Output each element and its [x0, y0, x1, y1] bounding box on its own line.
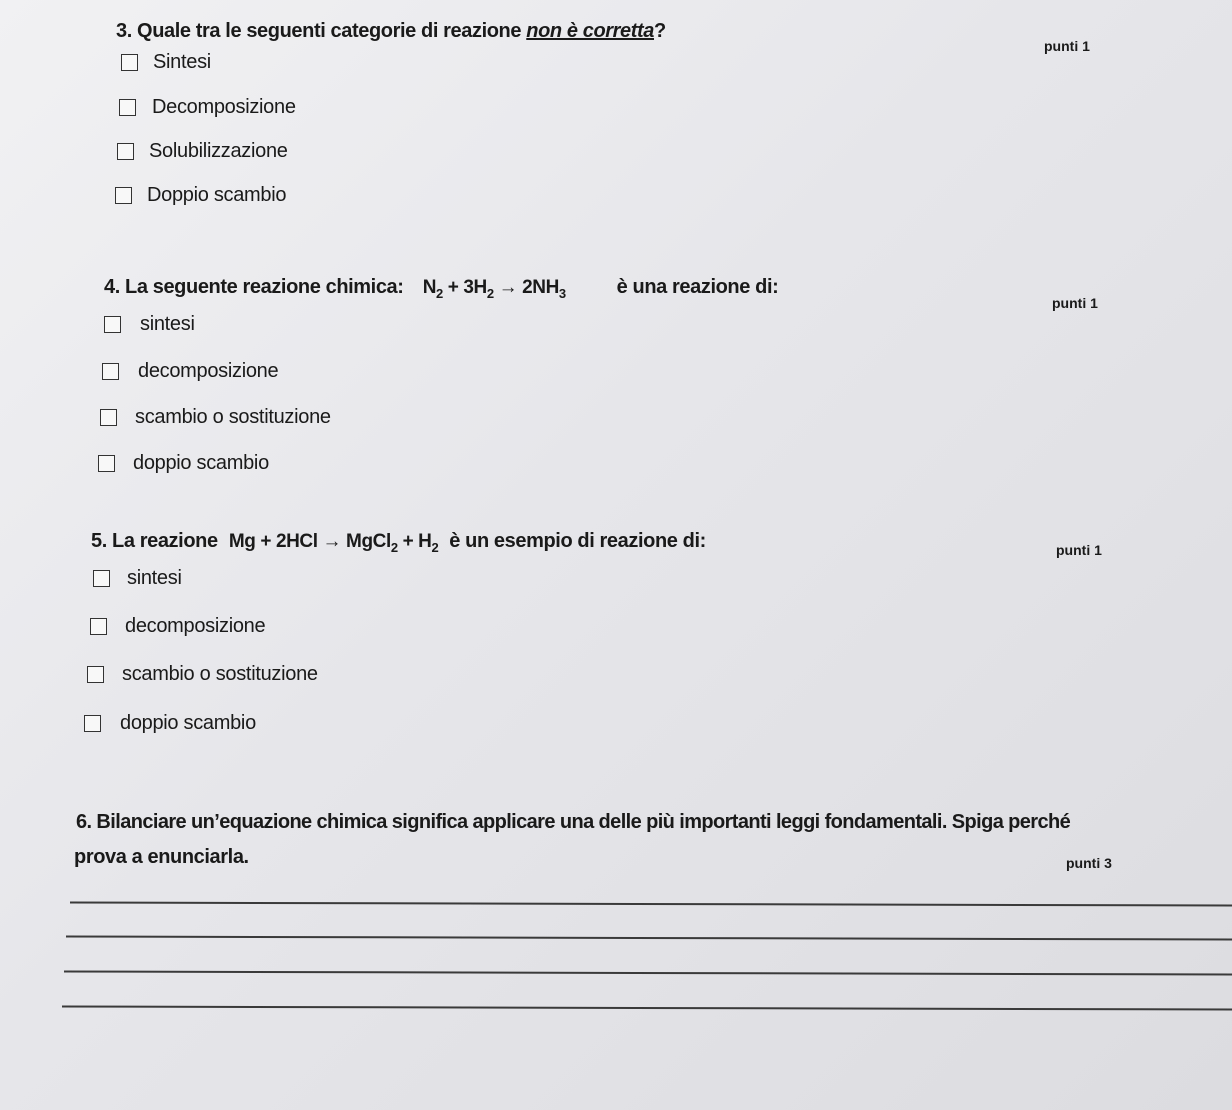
question-4-text	[104, 276, 778, 301]
question-3-points: punti 1	[1044, 38, 1090, 54]
question-6-line-1: 6. Bilanciare un’equazione chimica significa applicare una delle più importanti leggi fondamentali. Spiga perché	[76, 811, 1071, 833]
question-3-emphasis: non è corretta	[526, 20, 655, 42]
q4-option-3-label: scambio o sostituzione	[135, 406, 331, 428]
q5-option-4-checkbox[interactable]	[84, 715, 101, 732]
question-5-points: punti 1	[1056, 542, 1102, 558]
question-5-tail: è un esempio di reazione di:	[449, 530, 706, 552]
q4-option-4-label: doppio scambio	[133, 452, 269, 474]
q3-option-4-label: Doppio scambio	[147, 184, 287, 206]
question-6-line-2: prova a enunciarla.	[74, 846, 249, 868]
q5-option-3-checkbox[interactable]	[87, 666, 104, 683]
q3-option-3-label: Solubilizzazione	[149, 140, 288, 162]
q4-option-2-label: decomposizione	[138, 360, 279, 382]
question-4-lead: 4. La seguente reazione chimica:	[104, 276, 404, 298]
q5-option-4-label: doppio scambio	[120, 712, 256, 734]
question-4-points: punti 1	[1052, 295, 1098, 311]
question-5-lead: 5. La reazione	[91, 530, 218, 552]
question-4-formula: $N_2 + 3H_2 \to 2NH_3$	[422, 277, 566, 301]
question-6-points: punti 3	[1066, 855, 1112, 871]
question-5-formula: Mg + 2HCl → MgCl$_2$ + $H_2$	[228, 531, 439, 555]
question-3-lead: 3. Quale tra le seguenti categorie di reazione	[116, 20, 522, 42]
answer-line-2[interactable]	[66, 935, 1232, 940]
question-3-text	[116, 20, 666, 43]
q3-option-1-checkbox[interactable]	[121, 54, 138, 71]
q3-option-1-label: Sintesi	[153, 51, 211, 73]
q3-option-3-checkbox[interactable]	[117, 143, 134, 160]
question-5-text	[91, 530, 706, 555]
q5-option-1-label: sintesi	[127, 567, 182, 589]
q4-option-1-checkbox[interactable]	[104, 316, 121, 333]
q5-option-1-checkbox[interactable]	[93, 570, 110, 587]
question-4-tail: è una reazione di:	[616, 276, 779, 298]
q5-option-3-label: scambio o sostituzione	[122, 663, 318, 685]
q3-option-4-checkbox[interactable]	[115, 187, 132, 204]
answer-line-4[interactable]	[62, 1005, 1232, 1010]
q3-option-2-checkbox[interactable]	[119, 99, 136, 116]
q4-option-4-checkbox[interactable]	[98, 455, 115, 472]
q4-option-3-checkbox[interactable]	[100, 409, 117, 426]
question-3-end: ?	[654, 20, 666, 42]
q4-option-2-checkbox[interactable]	[102, 363, 119, 380]
answer-line-3[interactable]	[64, 970, 1232, 975]
answer-line-1[interactable]	[70, 901, 1232, 906]
q5-option-2-label: decomposizione	[125, 615, 266, 637]
q4-option-1-label: sintesi	[140, 313, 195, 335]
q5-option-2-checkbox[interactable]	[90, 618, 107, 635]
q3-option-2-label: Decomposizione	[152, 96, 296, 118]
